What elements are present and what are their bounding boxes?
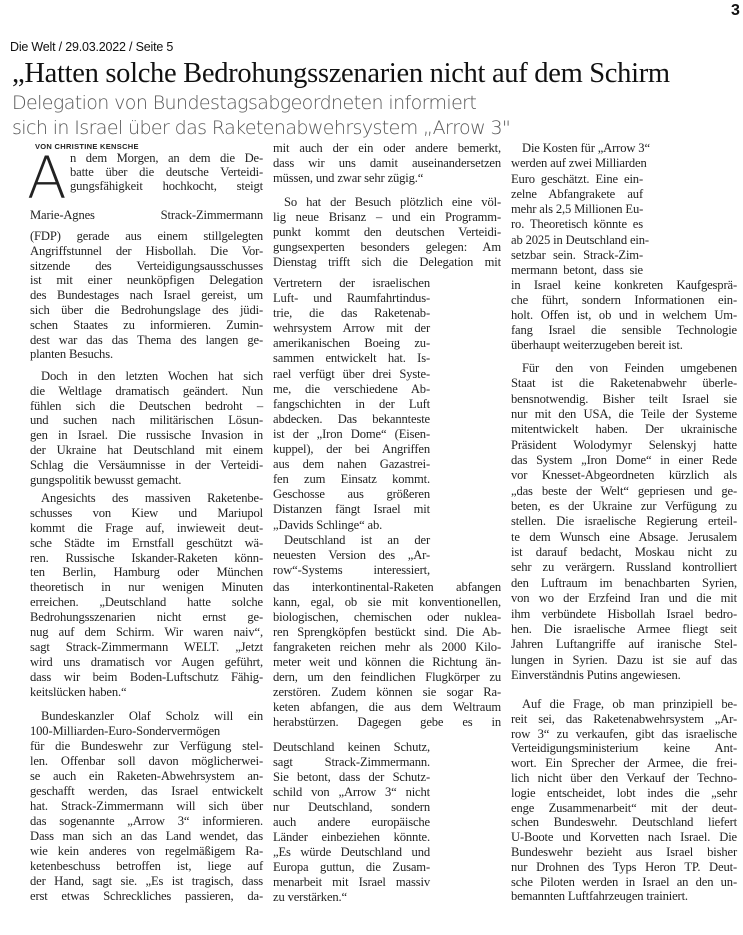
paragraph bbox=[70, 151, 263, 194]
text-line: abdecken. Das bekannteste bbox=[273, 411, 430, 426]
text-line: gungsexperten besonders gelegen: Am bbox=[273, 240, 501, 254]
text-line: Dienstag trifft sich die Delegation mit bbox=[273, 255, 501, 269]
text-line: gungspolitik bewusst gemacht. bbox=[30, 472, 182, 487]
subheadline-line: sich in Israel über das Raketenabwehrsystem „Arrow 3" bbox=[12, 117, 511, 139]
text-line: trie, die das Raketenab- bbox=[273, 306, 430, 321]
text-line: Geschosse aus größeren bbox=[273, 487, 430, 502]
text-line: mit auch der ein oder andere bemerkt, bbox=[273, 141, 501, 155]
text-line: den Luftraum im benachbarten Syrien, bbox=[511, 575, 737, 590]
text-line: logie entscheidet, lobt indes die „sehr bbox=[511, 785, 737, 800]
text-line: Bundeskanzler Olaf Scholz will ein bbox=[41, 709, 263, 723]
paragraph bbox=[30, 208, 263, 223]
text-line: aus dem nahen Gazastrei- bbox=[273, 457, 430, 472]
text-line: Einverständnis Putins angewiesen. bbox=[511, 667, 681, 682]
text-line: punkt kommt den deutschen Verteidi- bbox=[273, 225, 501, 239]
text-block bbox=[30, 709, 263, 904]
text-line: Dass man sich an das Land wendet, das bbox=[30, 829, 263, 843]
text-line: das System „Iron Dome“ in einer Rede bbox=[511, 453, 737, 468]
subheadline-line: Delegation von Bundestagsabgeordneten informiert bbox=[12, 92, 477, 114]
text-line: mermann betont, dass sie bbox=[511, 263, 643, 278]
text-line: Deutschland ist an der bbox=[284, 532, 430, 547]
text-line: rael verfügt über drei Syste- bbox=[273, 366, 430, 381]
text-line: Staat ist die Raketenabwehr überle- bbox=[511, 376, 737, 391]
text-line: me, die verschiedene Ab- bbox=[273, 381, 430, 396]
text-line: der Hand, sagt sie. „Es ist tragisch, dass bbox=[30, 874, 263, 888]
text-line: dass wir uns damit auseinandersetzen bbox=[273, 156, 501, 170]
text-line: des Bundestages nach Israel gereist, um bbox=[30, 288, 263, 303]
text-line: lungen in Syrien. Dazu ist sie auf das bbox=[511, 652, 737, 667]
text-line: kann, egal, ob sie mit konventionellen, bbox=[273, 595, 501, 609]
text-line: meter weit und können die Richtung än- bbox=[273, 655, 501, 669]
text-line: geschafft werden, das Israel entwickelt bbox=[30, 784, 263, 798]
text-line: ab 2025 in Deutschland ein- bbox=[511, 232, 649, 247]
text-line: nur Drohnen des Typs Heron TP. Deut- bbox=[511, 859, 737, 874]
text-line: „Es würde Deutschland und bbox=[273, 845, 430, 859]
text-line: gungsfähigkeit hochkocht, steigt bbox=[70, 179, 263, 194]
text-line: Bedrohungsszenarien nicht ernst ge- bbox=[30, 610, 263, 625]
source-line: Die Welt / 29.03.2022 / Seite 5 bbox=[10, 40, 174, 54]
text-line: schen Bundeswehr. Deutschland liefert bbox=[511, 815, 737, 830]
paragraph bbox=[273, 533, 430, 578]
text-line: keitslücken haben.“ bbox=[30, 684, 127, 699]
text-line: planten Besuchs. bbox=[30, 347, 113, 362]
text-line: „das beste der Welt“ gepriesen und ge- bbox=[511, 483, 737, 498]
text-line: wehrsystem Arrow mit der bbox=[273, 321, 430, 336]
text-line: ten Berlin, Hamburg oder München bbox=[30, 565, 263, 580]
text-block bbox=[30, 208, 263, 223]
text-line: kommt die Frage auf, inwieweit deut- bbox=[30, 520, 263, 535]
text-line: Für den von Feinden umgebenen bbox=[522, 361, 737, 375]
text-line: te dem Wunsch eine Absage. Jerusalem bbox=[511, 529, 737, 544]
text-line: nur Deutschland, sondern bbox=[273, 800, 430, 814]
text-line: dass wir beim Boden-Luftschutz Fähig- bbox=[30, 669, 263, 684]
text-line: erreichen. „Deutschland hatte solche bbox=[30, 595, 263, 610]
text-line: Europa guttun, die Zusam- bbox=[273, 860, 430, 874]
paragraph bbox=[511, 141, 650, 279]
text-block bbox=[70, 151, 263, 194]
text-line: Bundeswehr bezieht aus Israel bisher bbox=[511, 844, 737, 859]
page-number: 3 bbox=[731, 2, 740, 19]
text-line: len. Offenbar soll davon möglicherwei- bbox=[30, 754, 263, 768]
text-line: row 3“ zu verkaufen, gibt das israelische bbox=[511, 726, 737, 741]
paragraph bbox=[30, 491, 263, 699]
text-line: herabstürzen. Dagegen gebe es in bbox=[273, 715, 501, 729]
text-line: che führt, sondern Informationen ein- bbox=[511, 293, 737, 307]
text-line: Euro geschätzt. Eine ein- bbox=[511, 171, 643, 186]
text-line: sich über die Bedrohungslage des jüdi- bbox=[30, 302, 263, 317]
paragraph bbox=[511, 361, 737, 683]
paragraph bbox=[273, 195, 501, 270]
text-line: sagt Strack-Zimmermann. bbox=[273, 755, 430, 769]
text-line: nur mit den USA, die Teile der Systeme bbox=[511, 407, 737, 422]
text-line: row“-Systems interessiert, bbox=[273, 562, 430, 577]
text-line: lich nicht über den Verkauf der Techno- bbox=[511, 770, 737, 785]
text-line: schusses von Kiew und Mariupol bbox=[30, 505, 263, 520]
text-line: beten, es der Ukraine zur Verfügung zu bbox=[511, 499, 737, 514]
text-block bbox=[273, 141, 501, 186]
text-line: So hat der Besuch plötzlich eine völ- bbox=[284, 195, 501, 209]
text-line: fangschichten in der Luft bbox=[273, 396, 430, 411]
paragraph bbox=[511, 697, 737, 904]
text-line: menarbeit mit Israel massiv bbox=[273, 875, 430, 889]
text-line: Schlag die Versäumnisse in der Verteidi- bbox=[30, 457, 263, 472]
text-line: Doch in den letzten Wochen hat sich bbox=[41, 369, 263, 383]
text-line: ren Sprengköpfen bestückt sind. Die Ab- bbox=[273, 625, 501, 639]
text-line: in Israel keine konkreten Kaufgesprä- bbox=[511, 278, 737, 292]
text-block bbox=[511, 278, 737, 353]
text-line: neuesten Version des „Ar- bbox=[273, 547, 430, 562]
paragraph bbox=[30, 709, 263, 904]
text-line: n dem Morgen, an dem die De- bbox=[70, 151, 263, 165]
text-line: batte über die deutsche Verteidi- bbox=[70, 165, 263, 180]
text-line: wort. Ein Sprecher der Armee, die frei- bbox=[511, 756, 737, 771]
text-line: fen zum Einsatz kommt. bbox=[273, 472, 430, 487]
text-line: das sogenannte „Arrow 3“ informieren. bbox=[30, 814, 263, 828]
text-line: die Weltlage dramatisch geändert. Nun bbox=[30, 383, 263, 398]
text-line: wird uns dramatisch vor Augen geführt, bbox=[30, 654, 263, 669]
text-line: sagt Strack-Zimmermann WELT. „Jetzt bbox=[30, 639, 263, 654]
text-line: Luft- und Raumfahrtindus- bbox=[273, 291, 430, 306]
text-line: ist der „Iron Dome“ (Eisen- bbox=[273, 426, 430, 441]
text-block bbox=[30, 229, 263, 362]
headline: „Hatten solche Bedrohungsszenarien nicht auf dem Schirm bbox=[12, 58, 670, 89]
text-line: amerikanischen Boeing zu- bbox=[273, 336, 430, 351]
text-line: schild von „Arrow 3“ nicht bbox=[273, 785, 430, 799]
text-line: ro. Theoretisch könnte es bbox=[511, 217, 643, 232]
text-line: kuppel), der bei Angriffen bbox=[273, 442, 430, 457]
text-line: ihm verbündete Hisbollah Israel bedro- bbox=[511, 606, 737, 621]
text-line: sammen entwickelt hat. Is- bbox=[273, 351, 430, 366]
text-line: der Ukraine hat Deutschland mit einem bbox=[30, 442, 263, 457]
text-line: Länder einbeziehen könnte. bbox=[273, 830, 430, 844]
text-line: schen Staates zu informieren. Zumin- bbox=[30, 317, 263, 332]
text-line: Auf die Frage, ob man prinzipiell be- bbox=[522, 697, 737, 711]
text-line: hen. Die israelische Armee fliegt seit bbox=[511, 621, 737, 636]
text-line: reit sei, das Raketenabwehrsystem „Ar- bbox=[511, 711, 737, 726]
text-line: stellen. Die israelische Regierung erteil- bbox=[511, 514, 737, 529]
text-line: ren. Russische Iskander-Raketen könn- bbox=[30, 550, 263, 565]
text-block bbox=[30, 491, 263, 699]
text-line: werden auf zwei Milliarden bbox=[511, 156, 647, 171]
byline: VON CHRISTINE KENSCHE bbox=[35, 142, 139, 151]
text-line: Angriffstunnel der Hisbollah. Die Vor- bbox=[30, 243, 263, 258]
text-line: Präsident Wolodymyr Selenskyj hatte bbox=[511, 437, 737, 452]
text-line: bemannten Luftfahrzeugen trainiert. bbox=[511, 889, 688, 904]
text-line: holt. Offen ist, ob und in welchem Um- bbox=[511, 308, 737, 322]
text-block bbox=[273, 580, 501, 730]
text-line: ist mit einer neunköpfigen Delegation bbox=[30, 273, 263, 288]
text-line: für die Bundeswehr zur Verfügung stel- bbox=[30, 739, 263, 753]
text-line: keten abfangen, die aus dem Weltraum bbox=[273, 700, 501, 714]
text-line: sitzende des Verteidigungsausschusses bbox=[30, 258, 263, 273]
text-line: dest war das das Thema des langen ge- bbox=[30, 332, 263, 347]
text-line: nug auf dem Schirm. Wir waren naiv“, bbox=[30, 625, 263, 640]
text-line: auch andere europäische bbox=[273, 815, 430, 829]
text-line: fühlen sich die Deutschen bedroht – bbox=[30, 398, 263, 413]
text-line: Marie-Agnes Strack-Zimmermann bbox=[30, 208, 263, 222]
text-line: Angesichts des massiven Raketenbe- bbox=[41, 491, 263, 505]
text-block bbox=[30, 369, 263, 487]
text-line: Vertretern der israelischen bbox=[273, 276, 430, 290]
text-line: sche Städte im Ernstfall geschützt wä- bbox=[30, 535, 263, 550]
text-block bbox=[511, 141, 650, 279]
text-line: Die Kosten für „Arrow 3“ bbox=[522, 141, 650, 155]
text-line: Distanzen fängt Israel mit bbox=[273, 502, 430, 517]
text-block bbox=[511, 697, 737, 904]
text-line: sehr zu verärgern. Russland kontrolliert bbox=[511, 560, 737, 575]
text-line: fang Israel die sensible Technologie bbox=[511, 323, 737, 337]
text-line: setzbar sein. Strack-Zim- bbox=[511, 248, 643, 263]
text-line: zerstören. Zudem können sie sogar Ra- bbox=[273, 685, 501, 699]
text-line: hat. Strack-Zimmermann will sich über bbox=[30, 799, 263, 813]
text-line: sche Piloten werden in Israel an den un- bbox=[511, 874, 737, 889]
paragraph bbox=[273, 276, 430, 533]
text-line: se auch ein Raketen-Abwehrsystem an- bbox=[30, 769, 263, 783]
text-line: 100-Milliarden-Euro-Sondervermögen bbox=[30, 724, 221, 738]
text-line: bensnotwendig. Bisher teilt Israel sie bbox=[511, 391, 737, 406]
text-line: Jahren Luftangriffe auf iranische Stel- bbox=[511, 637, 737, 652]
text-line: wie kein anderes von regelmäßigem Ra- bbox=[30, 844, 263, 858]
text-line: zelne Abfangrakete auf bbox=[511, 186, 643, 201]
text-line: zu verstärken.“ bbox=[273, 890, 347, 904]
text-line: dern, um den feindlichen Flugkörper zu bbox=[273, 670, 501, 684]
text-line: Deutschland keinen Schutz, bbox=[273, 740, 430, 754]
text-line: und suchen nach militärischen Lösun- bbox=[30, 413, 263, 428]
text-line: erst etwas Schreckliches passieren, da- bbox=[30, 889, 263, 903]
text-line: U-Boote und Korvetten nach Israel. Die bbox=[511, 830, 737, 845]
text-line: vor Knesset-Abgeordneten kürzlich als bbox=[511, 468, 737, 483]
text-line: von wo der Erzfeind Iran und die mit bbox=[511, 591, 737, 606]
text-line: lig neue Brisanz – und ein Programm- bbox=[273, 210, 501, 224]
text-line: Verteidigungsministerium keine Ant- bbox=[511, 741, 737, 756]
text-line: (FDP) gerade aus einem stillgelegten bbox=[30, 229, 263, 243]
text-line: das interkontinental-Raketen abfangen bbox=[273, 580, 501, 594]
paragraph bbox=[30, 229, 263, 362]
paragraph bbox=[511, 278, 737, 353]
text-line: enge Zusammenarbeit“ mit der deut- bbox=[511, 800, 737, 815]
paragraph bbox=[273, 740, 430, 905]
paragraph bbox=[273, 141, 501, 186]
text-block bbox=[273, 195, 501, 270]
paragraph bbox=[273, 580, 501, 730]
text-line: ketenbeschuss betroffen ist, liege auf bbox=[30, 859, 263, 873]
text-line: gen in Israel. Die russische Invasion in bbox=[30, 428, 263, 443]
text-line: müssen, und zwar sehr zügig.“ bbox=[273, 171, 424, 185]
text-line: mehr als 2,5 Millionen Eu- bbox=[511, 202, 644, 217]
text-line: überhaupt weiterzugeben bereit ist. bbox=[511, 338, 683, 352]
text-line: fangraketen reichen mehr als 2000 Kilo- bbox=[273, 640, 501, 654]
text-block bbox=[273, 276, 430, 578]
text-block bbox=[273, 740, 430, 905]
text-line: Sie betont, dass der Schutz- bbox=[273, 770, 430, 784]
text-line: theoretisch in nur wenigen Minuten bbox=[30, 580, 263, 595]
text-line: biologischen, chemischen oder nuklea- bbox=[273, 610, 501, 624]
paragraph bbox=[30, 369, 263, 487]
text-line: ist darauf bedacht, Moskau nicht zu bbox=[511, 545, 737, 560]
text-line: „Davids Schlinge“ ab. bbox=[273, 517, 383, 532]
text-block bbox=[511, 361, 737, 683]
text-line: mitentwickelt haben. Der ukrainische bbox=[511, 422, 737, 437]
drop-cap: A bbox=[27, 144, 67, 212]
